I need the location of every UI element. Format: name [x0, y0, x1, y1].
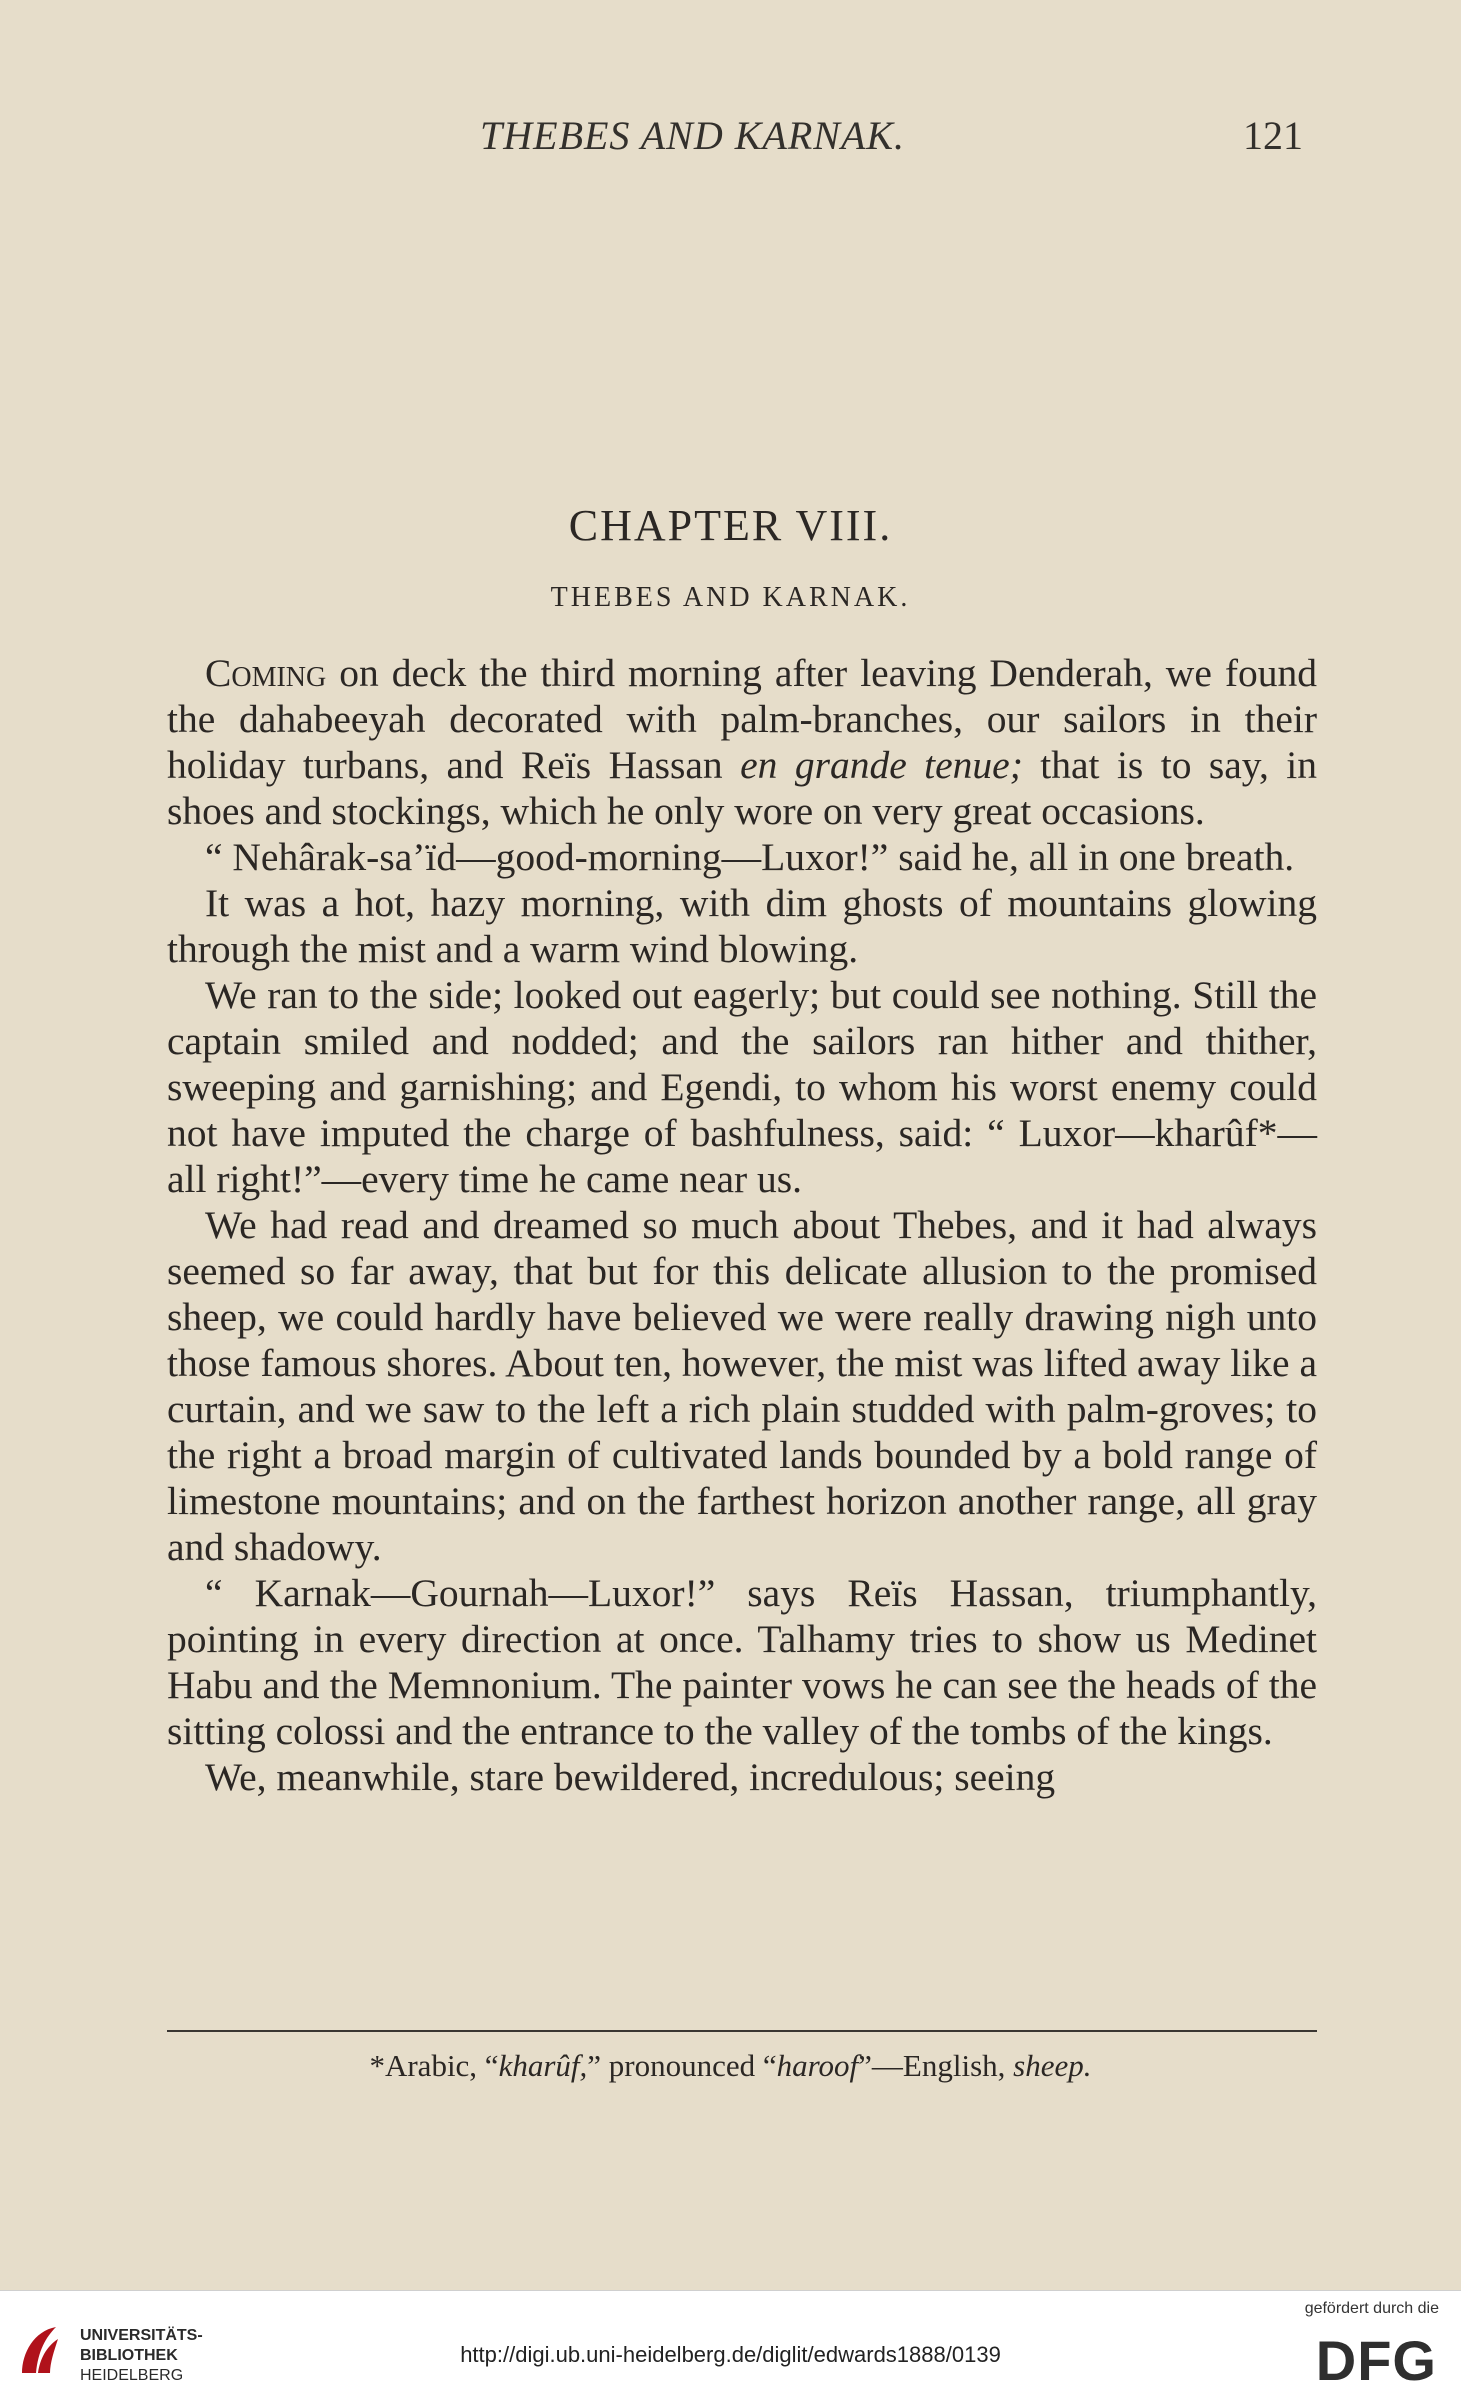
lead-word: Coming — [205, 651, 327, 695]
paragraph-4: We ran to the side; looked out eagerly; but could see nothing. Still the captain smiled and nodded; and the sailors ran hither and thither, sweeping and garnishing; and Egendi, to whom his worst enemy could not have imputed the charge of bashfulness, said: “ Luxor—kharûf*—all right!”—every time he came near us. — [167, 973, 1317, 1201]
paragraph-1-italic: en grande tenue; — [740, 743, 1023, 787]
footnote-middle2: ”—English, — [858, 2048, 1014, 2083]
footnote-word-sheep: sheep. — [1013, 2048, 1092, 2083]
paragraph-2: “ Nehârak-sa’ïd—good-morning—Luxor!” said he, all in one breath. — [205, 835, 1295, 879]
footnote-middle: ” pronounced “ — [587, 2048, 777, 2083]
permalink-url[interactable]: http://digi.ub.uni-heidelberg.de/diglit/edwards1888/0139 — [460, 2342, 1001, 2367]
footnote — [0, 2048, 1461, 2084]
library-name-line2: BIBLIOTHEK — [80, 2347, 178, 2364]
paragraph-1-text-b: that is to say, in shoes and stockings, which he only wore on very great occasions. — [167, 743, 1317, 833]
running-head: THEBES AND KARNAK. — [480, 113, 906, 158]
footnote-word-haroof: haroof — [776, 2048, 859, 2083]
library-name-line3: HEIDELBERG — [80, 2367, 184, 2384]
footnote-prefix: *Arabic, “ — [369, 2048, 499, 2083]
funded-by-text: gefördert durch die — [1304, 2300, 1439, 2317]
paragraph-5: We had read and dreamed so much about Thebes, and it had always seemed so far away, that but for this delicate allusion to the promised sheep, we could hardly have believed we were really drawing nigh unto those famous shores. About ten, however, the mist was lifted away like a curtain, and we saw to the left a rich plain studded with palm-groves; to the right a broad margin of cultivated lands bounded by a bold range of limestone mountains; and on the farthest horizon another range, all gray and shadowy. — [167, 1203, 1317, 1569]
body-text — [167, 650, 1317, 1800]
paragraph-7: We, meanwhile, stare bewildered, incredulous; seeing — [205, 1755, 1056, 1799]
paragraph-1-text-a: on deck the third morning after leaving Denderah, we found the dahabeeyah decorated with palm-branches, our sailors in their holiday turbans, and Reïs Hassan — [167, 651, 1317, 787]
chapter-title: CHAPTER VIII. — [568, 501, 893, 550]
dfg-logo: DFG — [1315, 2329, 1437, 2392]
footnote-word-kharuf: kharûf, — [498, 2048, 588, 2083]
chapter-subtitle: THEBES AND KARNAK. — [550, 582, 911, 613]
paragraph-1 — [167, 650, 1317, 834]
footnote-divider — [167, 2030, 1317, 2032]
paragraph-6: “ Karnak—Gournah—Luxor!” says Reïs Hassan, triumphantly, pointing in every direction at once. Talhamy tries to show us Medinet Habu and the Memnonium. The painter vows he can see the heads of the sitting colossi and the entrance to the valley of the tombs of the kings. — [167, 1571, 1317, 1753]
library-name-line1: UNIVERSITÄTS- — [80, 2327, 203, 2344]
page-number: 121 — [1243, 113, 1303, 158]
paragraph-3: It was a hot, hazy morning, with dim ghosts of mountains glowing through the mist and a warm wind blowing. — [167, 881, 1317, 971]
